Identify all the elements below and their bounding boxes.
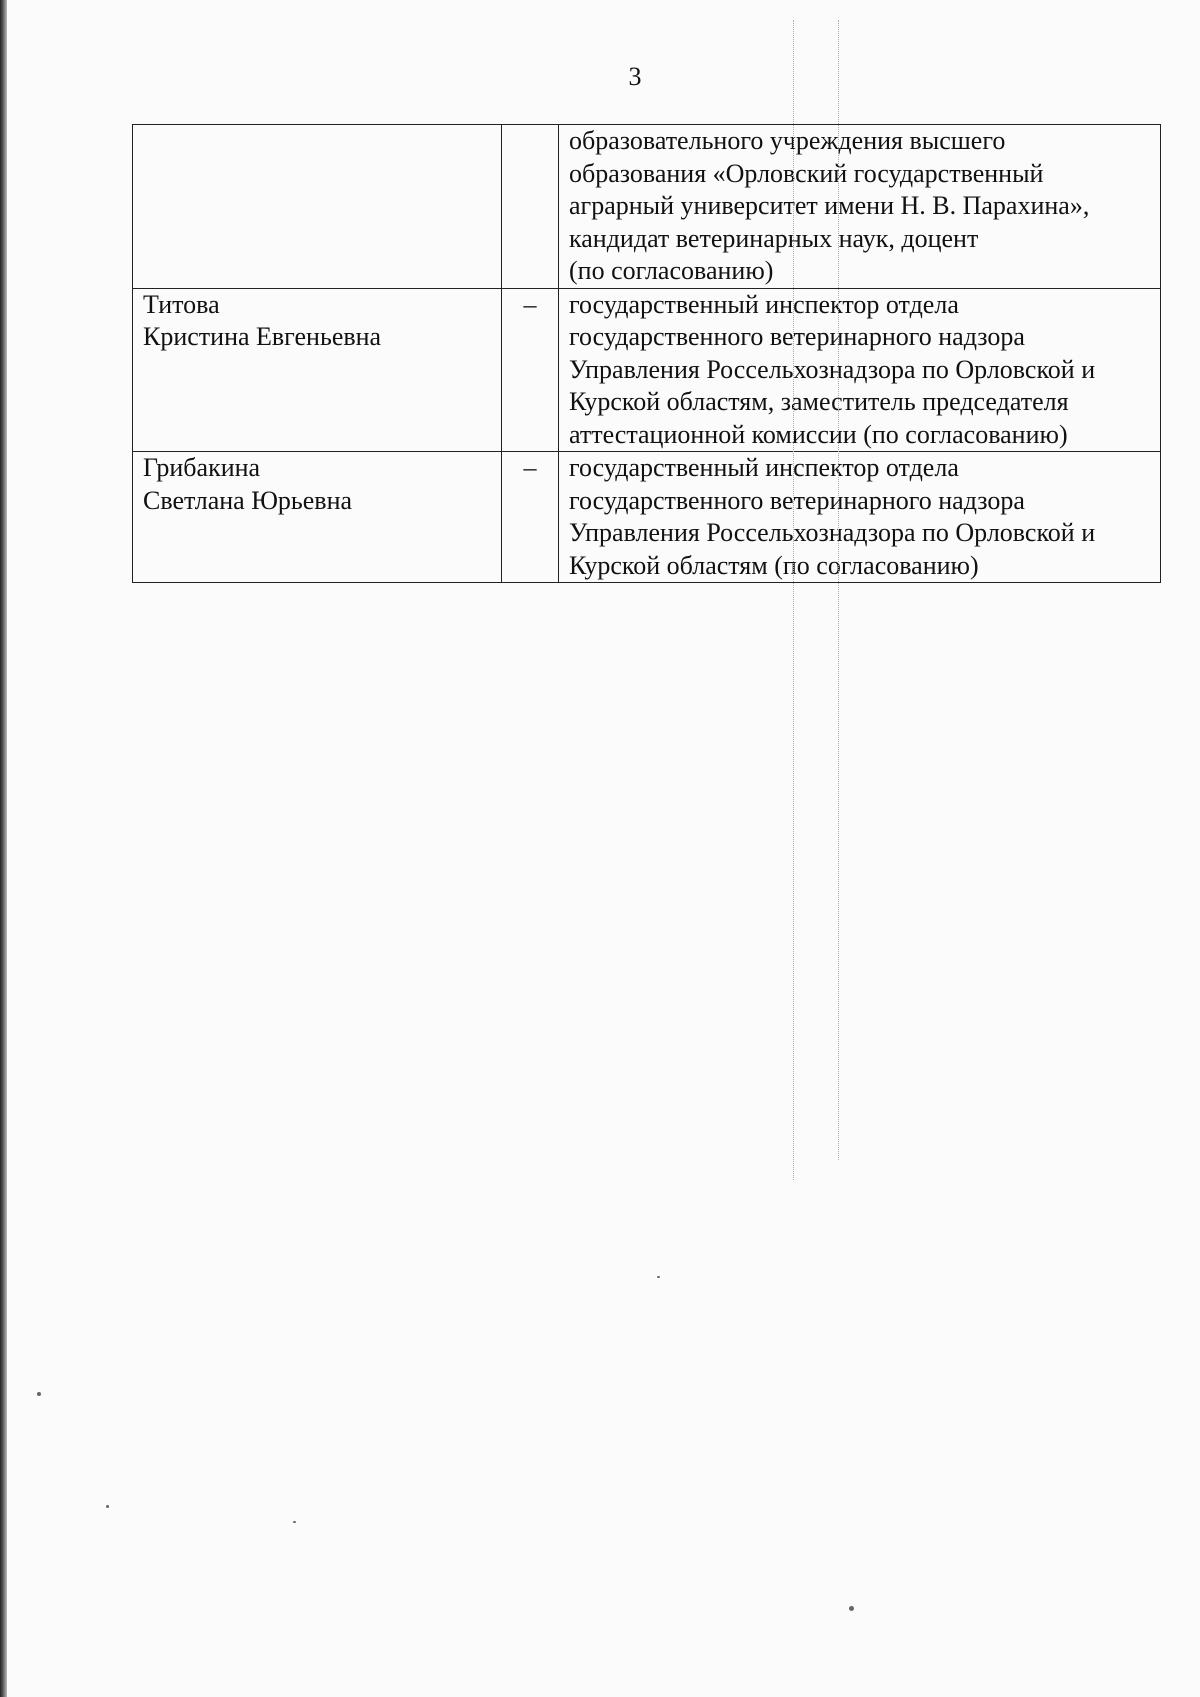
position-line: Курской областям, заместитель председателя — [569, 387, 1069, 416]
table-row — [133, 125, 1161, 289]
member-name-cell — [133, 452, 502, 583]
position-line: (по согласованию) — [569, 256, 774, 285]
scan-speck — [849, 1606, 854, 1611]
scan-speck — [106, 1505, 109, 1508]
position-line: образовательного учреждения высшего — [569, 126, 1006, 155]
dash-cell: – — [502, 288, 559, 452]
scan-speck — [657, 1276, 660, 1278]
scan-speck — [293, 1521, 296, 1523]
position-line: государственный инспектор отдела — [569, 453, 959, 482]
scan-page-edge — [0, 0, 7, 1697]
member-position-cell — [559, 288, 1161, 452]
member-surname: Титова — [143, 289, 220, 319]
scan-speck — [37, 1392, 41, 1396]
position-line: Управления Россельхознадзора по Орловской и — [569, 354, 1096, 384]
member-name-cell — [133, 125, 502, 289]
page-number: 3 — [628, 62, 642, 91]
position-line: государственного ветеринарного надзора — [569, 485, 1025, 515]
position-line: государственный инспектор отдела — [569, 289, 959, 319]
member-position-cell — [559, 452, 1161, 583]
table-row — [133, 288, 1161, 452]
member-given-names: Кристина Евгеньевна — [143, 322, 382, 351]
dash-cell: – — [502, 452, 559, 583]
position-line: образования «Орловский государственный — [569, 158, 1044, 188]
member-given-names: Светлана Юрьевна — [143, 485, 353, 515]
position-line: аграрный университет имени Н. В. Парахина», — [569, 191, 1090, 220]
member-position-cell — [559, 125, 1161, 289]
scan-streak — [793, 20, 795, 1180]
table-row — [133, 452, 1161, 583]
position-line: Курской областям (по согласованию) — [569, 550, 979, 580]
position-line: Управления Россельхознадзора по Орловской и — [569, 518, 1096, 547]
member-name-cell — [133, 288, 502, 452]
position-line: аттестационной комиссии (по согласованию) — [569, 419, 1068, 449]
position-line: государственного ветеринарного надзора — [569, 322, 1025, 351]
scan-streak — [838, 20, 840, 1160]
position-line: кандидат ветеринарных наук, доцент — [569, 223, 979, 253]
commission-members-table — [132, 124, 1161, 583]
member-surname: Грибакина — [143, 453, 261, 482]
dash-cell — [502, 125, 559, 289]
